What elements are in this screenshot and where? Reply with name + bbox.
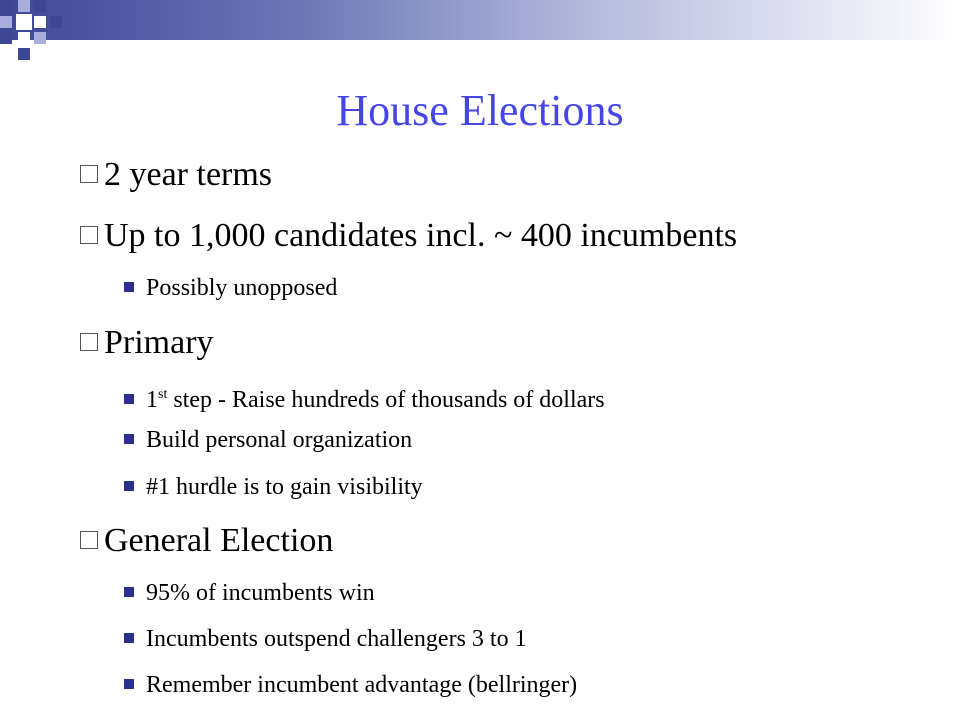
hollow-square-bullet-icon: [80, 165, 98, 183]
sub-bullet-text: Remember incumbent advantage (bellringer): [146, 672, 578, 698]
sub-bullet-text: step - Raise hundreds of thousands of dollars: [167, 387, 605, 413]
bullet-primary: [80, 323, 214, 363]
sub-bullet-text: Possibly unopposed: [146, 275, 338, 301]
sub-bullet-text: Incumbents outspend challengers 3 to 1: [146, 626, 527, 652]
hollow-square-bullet-icon: [80, 226, 98, 244]
sub-bullet-outspend: [124, 624, 527, 654]
bullet-general-election: [80, 521, 333, 561]
hollow-square-bullet-icon: [80, 333, 98, 351]
sub-bullet-ordinal: 1: [146, 387, 158, 413]
bullet-text: 2 year terms: [104, 156, 273, 193]
sub-bullet-text: #1 hurdle is to gain visibility: [146, 474, 423, 500]
sub-bullet-incumbents-win: [124, 578, 375, 608]
sub-bullet-text: 95% of incumbents win: [146, 580, 375, 606]
sub-bullet-visibility: [124, 472, 423, 502]
filled-square-bullet-icon: [124, 282, 134, 292]
filled-square-bullet-icon: [124, 633, 134, 643]
sub-bullet-unopposed: [124, 273, 337, 303]
sub-bullet-text: Build personal organization: [146, 427, 413, 453]
bullet-text: Up to 1,000 candidates incl. ~ 400 incumbents: [104, 217, 738, 254]
filled-square-bullet-icon: [124, 394, 134, 404]
bullet-terms: [80, 155, 272, 195]
sub-bullet-ordinal-suffix: st: [158, 387, 168, 402]
filled-square-bullet-icon: [124, 587, 134, 597]
filled-square-bullet-icon: [124, 481, 134, 491]
sub-bullet-organization: [124, 425, 412, 455]
filled-square-bullet-icon: [124, 434, 134, 444]
header-gradient-bar: [0, 0, 960, 40]
slide-title: House Elections: [336, 86, 624, 135]
bullet-text: General Election: [104, 522, 334, 559]
hollow-square-bullet-icon: [80, 531, 98, 549]
sub-bullet-advantage: [124, 670, 577, 700]
sub-bullet-raise-money: [124, 380, 605, 415]
bullet-candidates: [80, 216, 737, 256]
bullet-text: Primary: [104, 324, 214, 361]
filled-square-bullet-icon: [124, 679, 134, 689]
